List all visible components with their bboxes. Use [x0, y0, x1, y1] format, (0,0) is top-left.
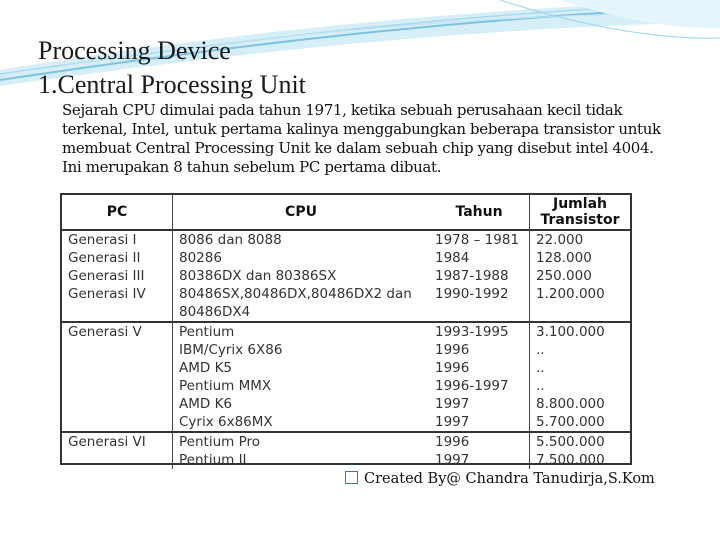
- pc-value: [68, 341, 166, 359]
- year-value: 1984: [435, 250, 470, 266]
- pc-value: Generasi III: [68, 268, 145, 284]
- cpu-value: Pentium II: [179, 452, 247, 468]
- table-cell-transistors: [530, 230, 631, 322]
- table-group-row: [62, 322, 630, 432]
- table-cell-cpu: [173, 230, 430, 322]
- pc-value: [68, 413, 166, 431]
- cpu-value: Pentium Pro: [179, 434, 260, 450]
- table-cell-pc: [62, 432, 173, 469]
- pc-value: Generasi IV: [68, 286, 146, 302]
- transistors-header-line1: Jumlah: [553, 196, 607, 212]
- transistors-value: 7.500.000: [536, 452, 605, 468]
- cpu-value: 80386DX dan 80386SX: [179, 268, 337, 284]
- intro-paragraph: Sejarah CPU dimulai pada tahun 1971, ketika sebuah perusahaan kecil tidak terkenal, Intel, untuk pertama kalinya menggabungkan beberapa transistor untuk membuat Central Processing Unit ke dalam sebuah chip yang disebut intel 4004. Ini merupakan 8 tahun sebelum PC pertama dibuat.: [62, 101, 661, 176]
- table-cell-transistors: [530, 322, 631, 432]
- cpu-value: AMD K6: [179, 396, 233, 412]
- table-cell-pc: [62, 230, 173, 322]
- year-value: 1990-1992: [435, 286, 509, 302]
- transistors-header-line2: Transistor: [540, 212, 620, 228]
- cpu-value: 80486SX,80486DX,80486DX2 dan: [179, 286, 412, 302]
- column-header-transistors: [530, 195, 631, 230]
- table-header-row: [62, 195, 630, 230]
- transistors-value: ..: [536, 378, 545, 394]
- slide-title: Processing Device: [38, 36, 231, 65]
- transistors-value: 22.000: [536, 232, 584, 248]
- column-header-year: Tahun: [429, 195, 530, 230]
- transistors-value: 1.200.000: [536, 286, 605, 302]
- transistors-value: 3.100.000: [536, 324, 605, 340]
- pc-value: [68, 377, 166, 395]
- transistors-value: 128.000: [536, 250, 592, 266]
- slide-subtitle: 1.Central Processing Unit: [38, 70, 306, 99]
- year-value: 1997: [435, 452, 470, 468]
- year-value: 1997: [435, 414, 470, 430]
- footer-credit: [345, 471, 655, 487]
- year-value: 1996: [435, 434, 470, 450]
- bullet-box-icon: [345, 471, 358, 484]
- transistors-value: [536, 303, 624, 321]
- table-group-row: [62, 432, 630, 469]
- cpu-value: AMD K5: [179, 360, 233, 376]
- pc-value: [68, 359, 166, 377]
- footer-credit-text: Created By@ Chandra Tanudirja,S.Kom: [364, 471, 655, 487]
- year-value: 1987-1988: [435, 268, 509, 284]
- transistors-value: 5.700.000: [536, 414, 605, 430]
- table-cell-cpu: [173, 322, 430, 432]
- cpu-value: Pentium MMX: [179, 378, 272, 394]
- year-value: 1978 – 1981: [435, 232, 520, 248]
- pc-value: Generasi VI: [68, 434, 146, 450]
- table-cell-transistors: [530, 432, 631, 469]
- transistors-value: 250.000: [536, 268, 592, 284]
- cpu-value: Pentium: [179, 324, 235, 340]
- pc-value: [68, 303, 166, 321]
- pc-value: Generasi V: [68, 324, 142, 340]
- pc-value: Generasi II: [68, 250, 141, 266]
- table-cell-year: [429, 432, 530, 469]
- year-value: 1993-1995: [435, 324, 509, 340]
- pc-value: [68, 395, 166, 413]
- table-cell-cpu: [173, 432, 430, 469]
- year-value: [435, 303, 523, 321]
- year-value: 1996: [435, 360, 470, 376]
- transistors-value: ..: [536, 342, 545, 358]
- column-header-pc: PC: [62, 195, 173, 230]
- year-value: 1996: [435, 342, 470, 358]
- year-value: 1996-1997: [435, 378, 509, 394]
- transistors-value: ..: [536, 360, 545, 376]
- transistors-value: 8.800.000: [536, 396, 605, 412]
- cpu-value: IBM/Cyrix 6X86: [179, 342, 283, 358]
- transistors-value: 5.500.000: [536, 434, 605, 450]
- pc-value: Generasi I: [68, 232, 137, 248]
- table-cell-pc: [62, 322, 173, 432]
- cpu-value: 8086 dan 8088: [179, 232, 282, 248]
- cpu-history-table: [60, 193, 632, 468]
- cpu-value: 80286: [179, 250, 222, 266]
- pc-value: [68, 451, 166, 469]
- cpu-value: Cyrix 6x86MX: [179, 414, 273, 430]
- table-group-row: [62, 230, 630, 322]
- table-cell-year: [429, 230, 530, 322]
- column-header-cpu: CPU: [173, 195, 430, 230]
- table-cell-year: [429, 322, 530, 432]
- cpu-value: 80486DX4: [179, 304, 251, 320]
- year-value: 1997: [435, 396, 470, 412]
